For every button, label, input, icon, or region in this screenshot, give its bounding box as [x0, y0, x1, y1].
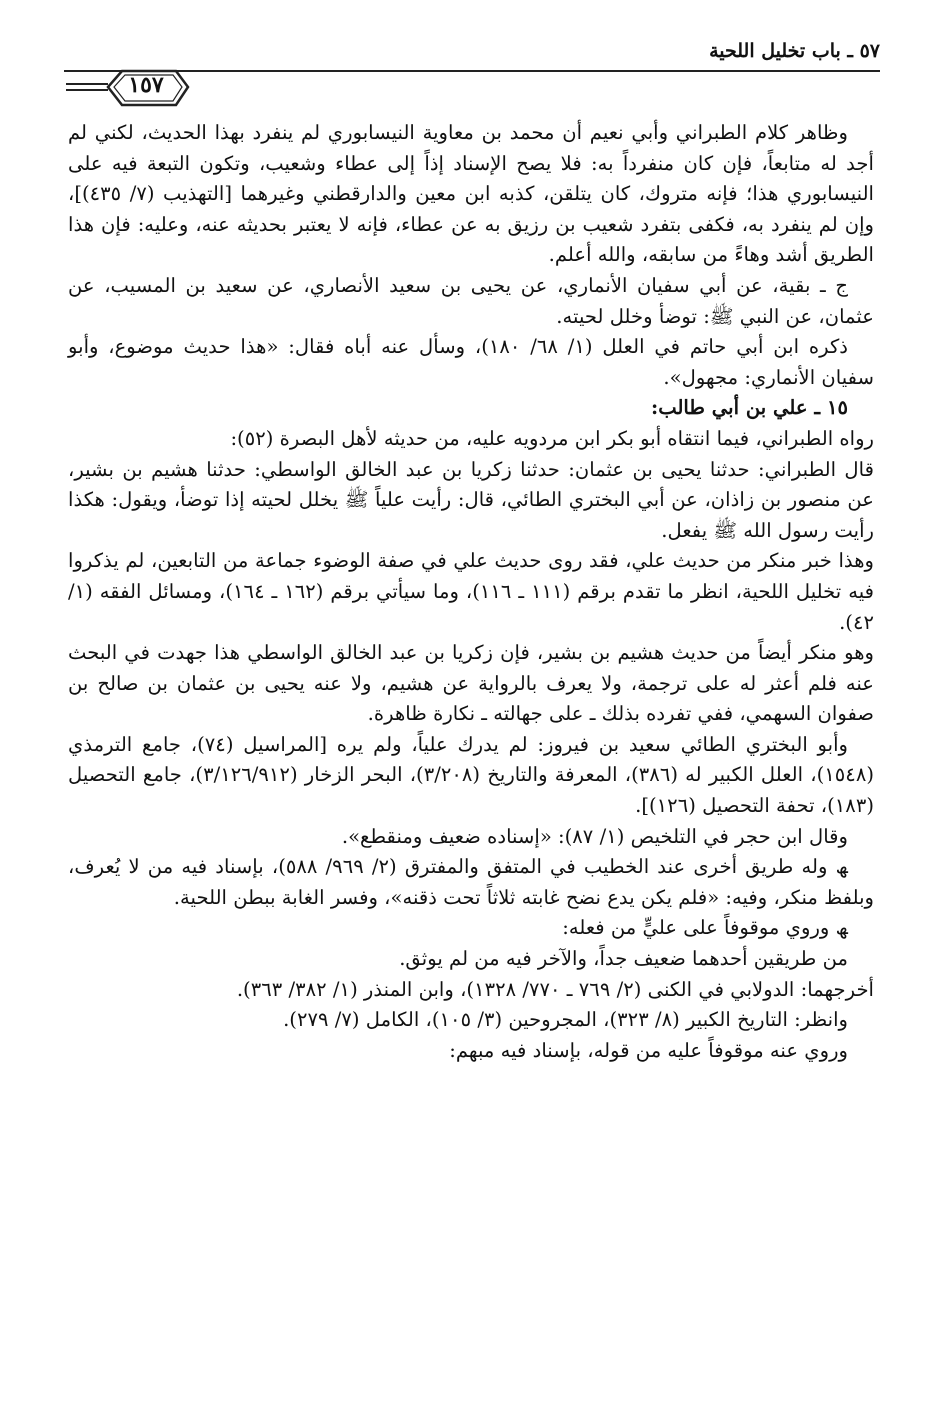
paragraph-route-jim: ج ـ بقية، عن أبي سفيان الأنماري، عن يحيى بن سعيد الأنصاري، عن سعيد بن المسيب، عن عثمان، عن النبي ﷺ: توضأ وخلل لحيته.: [68, 273, 874, 328]
paragraph-mawquf-fiil: ﮫ وروي موقوفاً على عليٍّ من فعله:: [562, 916, 848, 940]
page-header: [64, 36, 880, 98]
paragraph-abu-al-bakhtari: وأبو البختري الطائي سعيد بن فيروز: لم يدرك علياً، ولم يره [المراسيل (٧٤)، جامع الترمذي (١٥٤٨)، العلل الكبير له (٣٨٦)، المعرفة والتاريخ (٣/٢٠٨)، البحر الزخار (٣/١٢٦/٩١٢)، جامع التحصيل (١٨٣)، تحفة التحصيل (١٢٦)].: [68, 732, 875, 818]
paragraph-isnad: قال الطبراني: حدثنا يحيى بن عثمان: حدثنا زكريا بن عبد الخالق الواسطي: حدثنا هشيم بن بشير، عن منصور بن زاذان، عن أبي البختري الطائي، قال: رأيت علياً ﷺ يخلل لحيته إذا توضأ، ويقول: هكذا رأيت رسول الله ﷺ يفعل.: [68, 457, 874, 542]
page-number: ١٥٧: [128, 72, 164, 98]
paragraph-tabarani-remark: وظاهر كلام الطبراني وأبي نعيم أن محمد بن معاوية النيسابوري لم ينفرد بهذا الحديث، لكني لم أجد له متابعاً، فإن كان منفرداً به: فلا يصح الإسناد إذاً إلى عطاء وشعيب، وتكون التبعة فيه على النيسابوري هذا؛ فإنه متروك، كان يتلقن، كذبه ابن معين والدارقطني وغيرهما [التهذيب (٧/ ٤٣٥)]، وإن لم ينفرد به، فكفى بتفرد شعيب بن رزيق به عن عطاء، فإنه لا يعتبر بحديثه عنه، وعليه: فإن هذا الطريق أشد وهاءً من سابقه، والله أعلم.: [68, 121, 874, 267]
section-heading-ali: ١٥ ـ علي بن أبي طالب:: [650, 396, 848, 420]
paragraph-mawquf-qawl: وروي عنه موقوفاً عليه من قوله، بإسناد فيه مبهم:: [449, 1038, 848, 1062]
page-number-ornament: [64, 64, 192, 114]
paragraph-munkar-ali: وهذا خبر منكر من حديث علي، فقد روى حديث علي في صفة الوضوء جماعة من التابعين، لم يذكروا فيه تخليل اللحية، انظر ما تقدم برقم (١١١ ـ ١١٦)، وما سيأتي برقم (١٦٢ ـ ١٦٤)، ومسائل الفقه (١/ ٤٢).: [68, 549, 874, 634]
paragraph-takhrij: أخرجهما: الدولابي في الكنى (٢/ ٧٦٩ ـ ٧٧٠/ ١٣٢٨)، وابن المنذر (١/ ٣٨٢/ ٣٦٣).: [236, 977, 874, 1001]
paragraph-khatib-route: ﮫ وله طريق أخرى عند الخطيب في المتفق والمفترق (٢/ ٩٦٩/ ٥٨٨)، بإسناد فيه من لا يُعرف، وبلفظ منكر، وفيه: «فلم يكن يدع نضح غابته ثلاثاً تحت ذقنه»، وفسر الغابة ببطن اللحية.: [68, 855, 874, 909]
paragraph-two-routes: من طريقين أحدهما ضعيف جداً، والآخر فيه من لم يوثق.: [399, 947, 848, 971]
running-title: ٥٧ ـ باب تخليل اللحية: [709, 40, 880, 62]
page-body: [68, 118, 874, 1066]
paragraph-tabarani-riwaya: رواه الطبراني، فيما انتقاه أبو بكر ابن مردويه عليه، من حديثه لأهل البصرة (٥٢):: [230, 426, 874, 450]
paragraph-ibn-abi-hatim: ذكره ابن أبي حاتم في العلل (١/ ٦٨/ ١٨٠)، وسأل عنه أباه فقال: «هذا حديث موضوع، وأبو سفيان الأنماري: مجهول».: [68, 335, 874, 389]
paragraph-see-also: وانظر: التاريخ الكبير (٨/ ٣٢٣)، المجروحين (٣/ ١٠٥)، الكامل (٧/ ٢٧٩).: [283, 1008, 848, 1032]
paragraph-munkar-hushaym: وهو منكر أيضاً من حديث هشيم بن بشير، فإن زكريا بن عبد الخالق الواسطي هذا جهدت في البحث عنه فلم أعثر له على ترجمة، ولا يعرف بالرواية عن هشيم، ولا عنه يحيى بن عثمان بن صالح بن صفوان السهمي، ففي تفرده بذلك ـ على جهالته ـ نكارة ظاهرة.: [68, 641, 874, 726]
paragraph-ibn-hajar: وقال ابن حجر في التلخيص (١/ ٨٧): «إسناده ضعيف ومنقطع».: [341, 824, 848, 848]
